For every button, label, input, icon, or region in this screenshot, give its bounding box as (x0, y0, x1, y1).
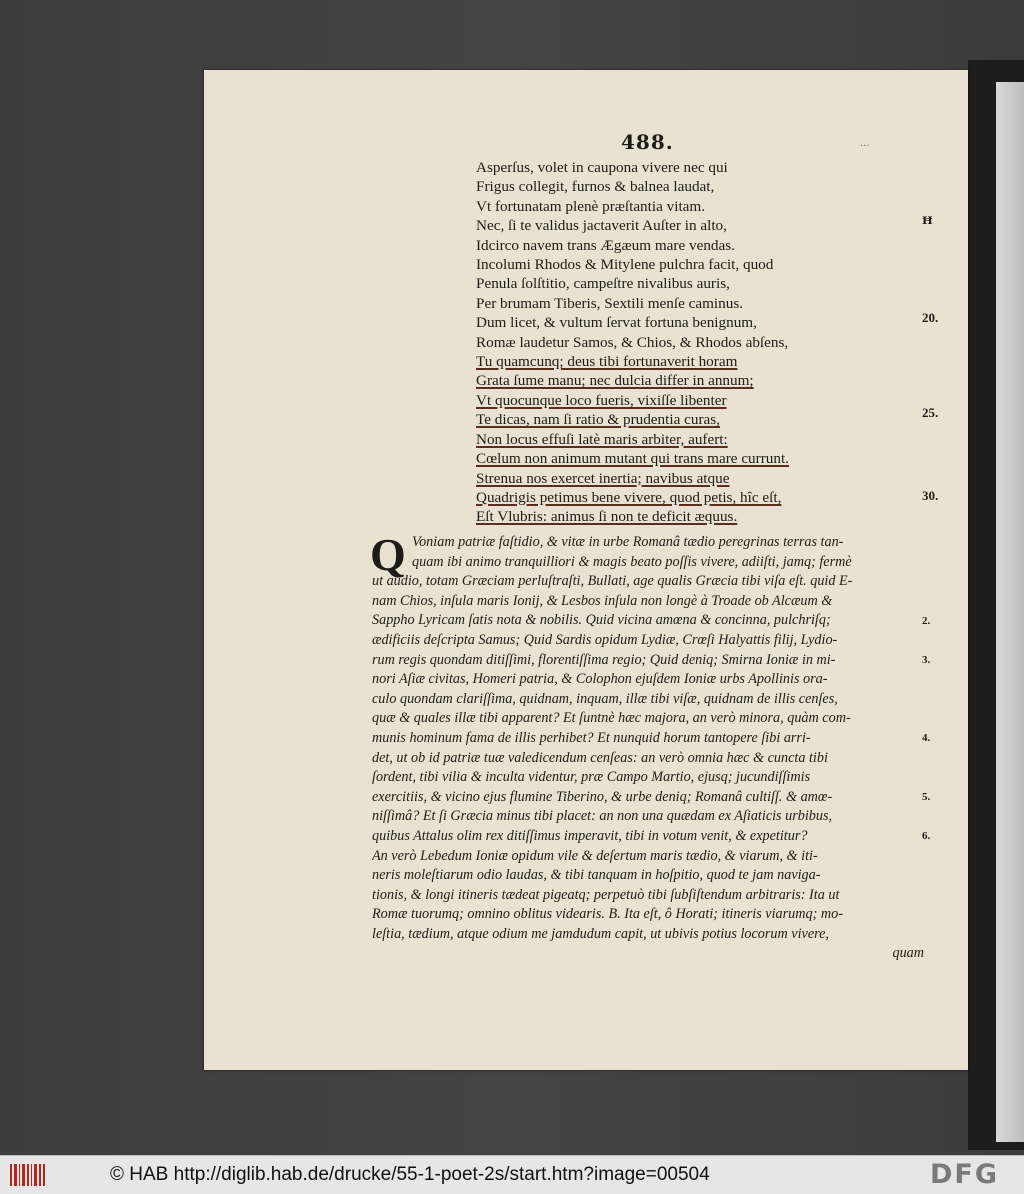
verse-line: Romæ laudetur Samos, & Chios, & Rhodos abſens, (476, 333, 789, 351)
verse-line: Vt fortunatam plenè præſtantia vitam. (476, 197, 706, 215)
verse-line-number: 20. (922, 310, 939, 325)
verse-line-number: 30. (922, 488, 939, 503)
commentary-line: exercitiis, & vicino ejus flumine Tiberino, & urbe deniq; Romanâ cultiſſ. & amœ- (372, 788, 833, 805)
commentary-line: tionis, & longi itineris tædeat pigeatq; perpetuò tibi ſubſiſtendum arbitraris: Ita ut (372, 886, 840, 903)
commentary-line: quibus Attalus olim rex ditiſſimus imperavit, tibi in votum venit, & expetitur? (372, 827, 808, 844)
commentary-line: munis hominum fama de illis perhibet? Et nunquid horum tantopere ſibi arri- (372, 729, 811, 746)
verse-line: Eſt Vlubris: animus ſi non te deficit æquus. (476, 508, 738, 526)
commentary-margin-number: 5. (922, 791, 931, 803)
commentary-line: nam Chios, inſula maris Ionij, & Lesbos inſula non longè à Troade ob Alcæum & (372, 592, 833, 609)
verse-line: Nec, ſi te validus jactaverit Auſter in alto, (476, 217, 727, 235)
commentary-line: rum regis quondam ditiſſimi, florentiſſima regio; Quid deniq; Smirna Ioniæ in mi- (372, 651, 836, 668)
verse-line: Quadrigis petimus bene vivere, quod petis, hîc eſt, (476, 488, 782, 506)
commentary-line: quam ibi animo tranquilliori & magis beato poſſis vivere, adiiſti, jamq; fermè (412, 553, 852, 570)
next-page-edge (968, 60, 1024, 1150)
verse-line: Penula ſolſtitio, campeſtre nivalibus auris, (476, 275, 730, 293)
corner-mark: ... (860, 138, 870, 149)
verse-line: Vt quocunque loco fueris, vixiſſe libenter (476, 391, 727, 409)
hab-barcode-icon (8, 1160, 48, 1190)
commentary-line: Sappho Lyricam ſatis nota & nobilis. Quid vicina amœna & concinna, pulchriſq; (372, 612, 831, 629)
commentary-line: niſſimâ? Et ſi Græcia minus tibi placet: an non una quædam ex Aſiaticis urbibus, (372, 808, 833, 825)
verse-line: Per brumam Tiberis, Sextili menſe caminus. (476, 294, 744, 312)
commentary-line: ædificiis deſcripta Samus; Quid Sardis opidum Lydiæ, Crœſi Halyattis filij, Lydio- (372, 631, 838, 648)
verse-line-number: 25. (922, 405, 939, 420)
verse-block (476, 158, 939, 527)
commentary-line: leſtia, tædium, atque odium me jamdudum capit, ut ubivis potius locorum vivere, (372, 925, 829, 942)
book-page (204, 70, 968, 1070)
commentary-line: neris moleſtiarum odio laudas, & tibi tanquam in hoſpitio, quod te jam naviga- (372, 867, 821, 884)
commentary-line: det, ut ob id patriæ tuæ valedicendum cenſeas: an verò omnia hæc & cuncta tibi (372, 749, 828, 766)
verse-line: Cœlum non animum mutant qui trans mare currunt. (476, 450, 789, 468)
verse-line: Non locus effuſi latè maris arbiter, aufert: (476, 430, 728, 448)
commentary-line: quæ & quales illæ tibi apparent? Et ſuntnè hæc majora, an verò minora, quàm com- (372, 710, 851, 727)
verse-line: Incolumi Rhodos & Mitylene pulchra facit, quod (476, 256, 774, 274)
drop-cap: Q (370, 529, 406, 580)
commentary-line: quam (892, 945, 924, 962)
verse-line: Strenua nos exercet inertia; navibus atque (476, 469, 730, 487)
verse-line: Dum licet, & vultum ſervat fortuna benignum, (476, 314, 757, 332)
commentary-line: Romæ tuorumq; omnino oblitus videaris. B. Ita eſt, ô Horati; itineris viarumq; mo- (372, 906, 843, 923)
commentary-margin-number: 3. (922, 654, 931, 666)
commentary-line: ſordent, tibi vilia & inculta videntur, præ Campo Martio, ejusq; jucundiſſimis (372, 769, 811, 786)
verse-line: Idcirco navem trans Ægæum mare vendas. (476, 236, 735, 254)
verse-line: Frigus collegit, furnos & balnea laudat, (476, 178, 715, 196)
commentary-line: ut audio, totam Græciam perluſtraſti, Bullati, age qualis Græcia tibi viſa eſt. quid E- (372, 573, 853, 590)
verse-line: Grata ſume manu; nec dulcia differ in annum; (476, 372, 754, 390)
commentary-margin-number: 6. (922, 830, 931, 842)
verse-line: Te dicas, nam ſi ratio & prudentia curas, (476, 411, 720, 429)
commentary-line: culo quondam clariſſima, quidnam, inquam, illæ tibi viſæ, quidnam de illis cenſes, (372, 690, 838, 707)
commentary-block (370, 529, 960, 964)
commentary-line: Voniam patriæ faſtidio, & vitæ in urbe Romanâ tædio peregrinas terras tan- (412, 534, 844, 550)
commentary-margin-number: 4. (922, 732, 931, 744)
next-page-sliver (996, 82, 1024, 1142)
commentary-line: nori Aſiæ civitas, Homeri patria, & Colophon ejuſdem Ioniæ urbs Apollinis ora- (372, 671, 828, 688)
copyright-link[interactable]: © HAB http://diglib.hab.de/drucke/55-1-poet-2s/start.htm?image=00504 (110, 1164, 710, 1185)
commentary-line: An verò Lebedum Ioniæ opidum vile & deſertum maris tædio, & viarum, & iti- (372, 847, 818, 864)
commentary-margin-number: 2. (922, 615, 931, 627)
verse-line: Tu quamcunq; deus tibi fortunaverit horam (476, 353, 738, 371)
verse-line: Asperſus, volet in caupona vivere nec qui (476, 159, 728, 176)
footer-bar (0, 1155, 1024, 1194)
page-number: 488. (621, 130, 674, 154)
marginal-ink-mark: ꟸ (922, 214, 933, 235)
dfg-logo: DFG (930, 1159, 1000, 1190)
